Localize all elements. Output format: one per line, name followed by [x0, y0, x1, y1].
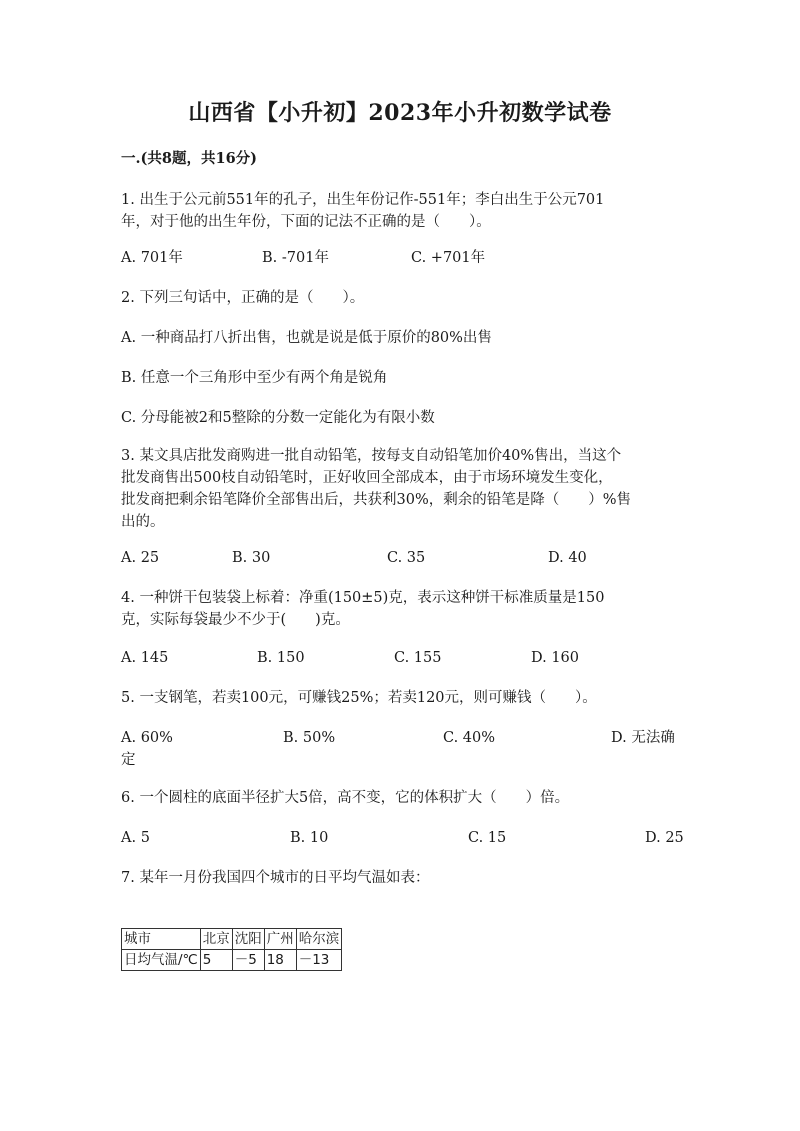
- section-heading: 一.(共8题，共16分): [121, 150, 258, 167]
- table-cell: 日均气温/℃: [122, 950, 201, 971]
- question-6-line-1: 6. 一个圆柱的底面半径扩大5倍，高不变，它的体积扩大（ ）倍。: [121, 790, 570, 806]
- table-cell: 5: [200, 950, 232, 971]
- question-5-option-c[interactable]: C. 40%: [443, 730, 496, 746]
- question-6-option-c[interactable]: C. 15: [468, 830, 507, 846]
- temperature-table: [121, 928, 342, 971]
- question-3-option-c[interactable]: C. 35: [387, 550, 426, 566]
- question-1-option-b[interactable]: B. -701年: [262, 250, 329, 266]
- table-header-cell: 广州: [264, 929, 296, 950]
- table-cell: 18: [264, 950, 296, 971]
- question-3-line-2: 批发商售出500枝自动铅笔时，正好收回全部成本，由于市场环境发生变化，: [121, 470, 613, 486]
- question-4-option-a[interactable]: A. 145: [121, 650, 169, 666]
- table-header-cell: 沈阳: [232, 929, 264, 950]
- question-4-line-1: 4. 一种饼干包装袋上标着：净重(150±5)克，表示这种饼干标准质量是150: [121, 590, 605, 606]
- question-4-option-b[interactable]: B. 150: [257, 650, 305, 666]
- table-row: [122, 950, 342, 971]
- question-5-option-b[interactable]: B. 50%: [283, 730, 336, 746]
- question-1-option-a[interactable]: A. 701年: [121, 250, 183, 266]
- question-1-option-c[interactable]: C. +701年: [411, 250, 486, 266]
- table-header-cell: 哈尔滨: [296, 929, 342, 950]
- question-5-line-1: 5. 一支钢笔，若卖100元，可赚钱25%；若卖120元，则可赚钱（ ）。: [121, 690, 597, 706]
- table-cell: －5: [232, 950, 264, 971]
- question-6-option-d[interactable]: D. 25: [645, 830, 684, 846]
- table-header-row: [122, 929, 342, 950]
- question-5-option-a[interactable]: A. 60%: [121, 730, 173, 746]
- question-4-option-d[interactable]: D. 160: [531, 650, 580, 666]
- question-2-option-b[interactable]: B. 任意一个三角形中至少有两个角是锐角: [121, 370, 388, 386]
- question-2-line-1: 2. 下列三句话中，正确的是（ ）。: [121, 290, 365, 306]
- question-3-option-d[interactable]: D. 40: [548, 550, 587, 566]
- question-4-line-2: 克，实际每袋最少不少于( )克。: [121, 612, 350, 628]
- question-3-line-3: 批发商把剩余铅笔降价全部售出后，共获利30%，剩余的铅笔是降（ ）%售: [121, 492, 632, 508]
- table-cell: －13: [296, 950, 342, 971]
- question-6-option-a[interactable]: A. 5: [121, 830, 150, 846]
- question-6-option-b[interactable]: B. 10: [290, 830, 329, 846]
- question-5-option-d[interactable]: D. 无法确: [611, 730, 675, 746]
- question-3-option-b[interactable]: B. 30: [232, 550, 271, 566]
- question-1-line-2: 年，对于他的出生年份，下面的记法不正确的是（ ）。: [121, 214, 491, 230]
- question-2-option-c[interactable]: C. 分母能被2和5整除的分数一定能化为有限小数: [121, 410, 435, 426]
- page-title: 山西省【小升初】2023年小升初数学试卷: [188, 100, 612, 126]
- question-4-option-c[interactable]: C. 155: [394, 650, 442, 666]
- table-header-cell: 北京: [200, 929, 232, 950]
- question-7-line-1: 7. 某年一月份我国四个城市的日平均气温如表：: [121, 870, 430, 886]
- question-3-line-4: 出的。: [121, 514, 165, 530]
- table-header-cell: 城市: [122, 929, 201, 950]
- question-3-line-1: 3. 某文具店批发商购进一批自动铅笔，按每支自动铅笔加价40%售出，当这个: [121, 448, 622, 464]
- question-3-option-a[interactable]: A. 25: [121, 550, 160, 566]
- question-1-line-1: 1. 出生于公元前551年的孔子，出生年份记作-551年；李白出生于公元701: [121, 192, 605, 208]
- question-5-option-d-wrap: 定: [121, 752, 136, 768]
- question-2-option-a[interactable]: A. 一种商品打八折出售，也就是说是低于原价的80%出售: [121, 330, 492, 346]
